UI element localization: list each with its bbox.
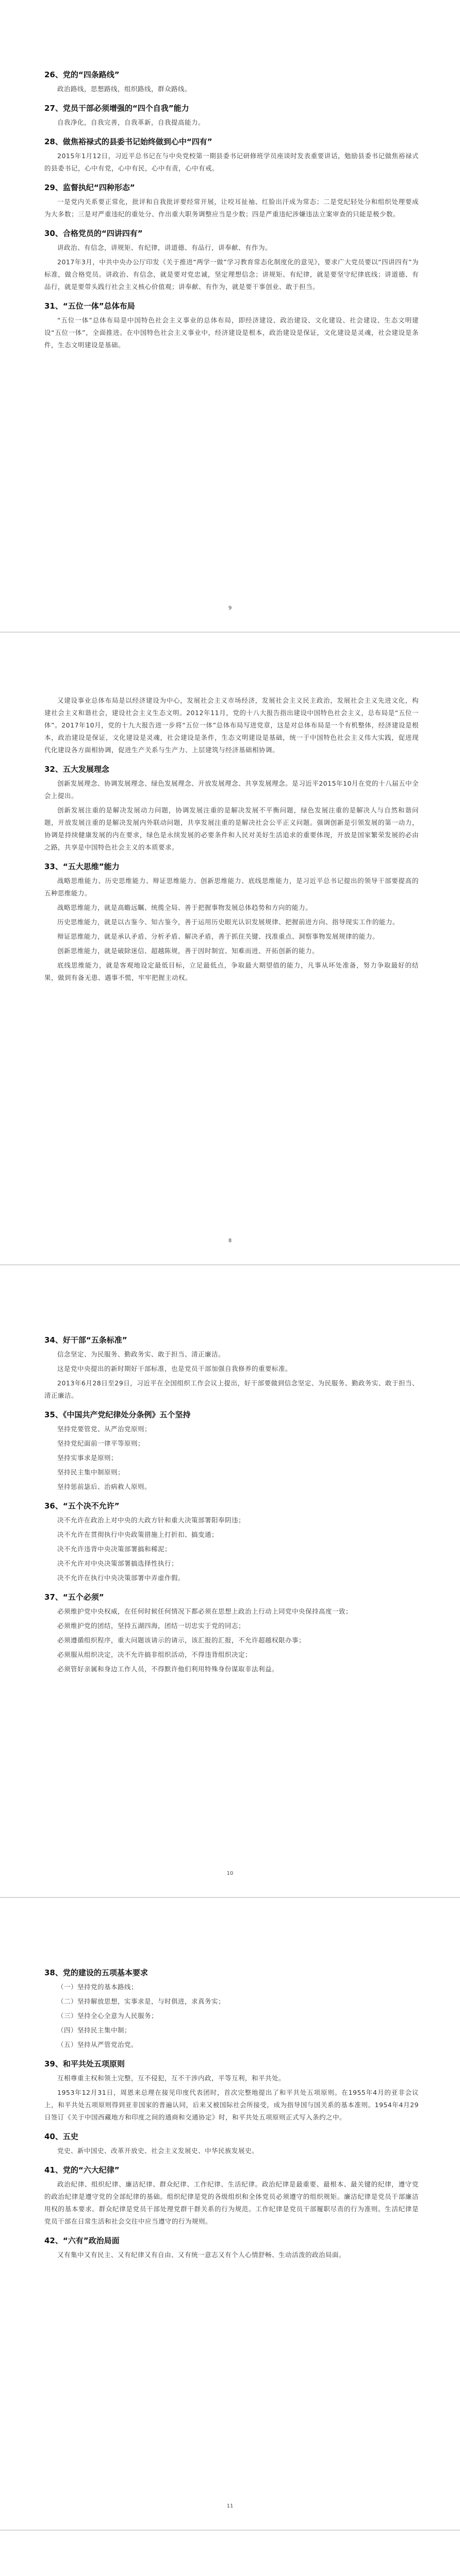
paragraph: 决不允许对中央决策部署搞选择性执行； — [57, 1560, 178, 1567]
document-page — [0, 1265, 460, 1898]
section-title: 27、党员干部必须增强的“四个自我”能力 — [44, 104, 189, 113]
section-title: 37、“五个必须” — [44, 1592, 104, 1602]
paragraph: 1953年12月31日，周恩来总理在接见印度代表团时，首次完整地提出了和平共处五项原则。在1955年4月的亚非会议上，和平共处五项原则得到亚非国家的普遍认同，后来又被国际社会所接受，成为指导国与国关系的基本准则。1954年4月29日签订《关于中国西藏地方和印度之间的通商和交通协定》时，和平共处五项原则正式写入条约之中。 — [44, 2089, 419, 2121]
section-title: 30、合格党员的“四讲四有” — [44, 229, 143, 238]
paragraph: 2013年6月28日至29日，习近平在全国组织工作会议上提出，好干部要做到信念坚定、为民服务、勤政务实、敢于担当、清正廉洁。 — [44, 1379, 419, 1399]
paragraph: 坚持党要管党、从严治党原则； — [57, 1425, 152, 1433]
document-page — [0, 2531, 460, 2576]
paragraph: 创新发展注重的是解决发展动力问题，协调发展注重的是解决发展不平衡问题，绿色发展注重的是解决人与自然和谐问题，开放发展注重的是解决发展内外联动问题，共享发展注重的是解决社会公平正义问题。强调创新是引领发展的第一动力，协调是持续健康发展的内在要求，绿色是永续发展的必要条件和人民对美好生活追求的重要体现，开放是国家繁荣发展的必由之路，共享是中国特色社会主义的本质要求。 — [44, 806, 419, 851]
section-title: 41、党的“六大纪律” — [44, 2165, 120, 2175]
section-title: 28、做焦裕禄式的县委书记始终做到心中“四有” — [44, 137, 212, 146]
paragraph: 坚持党纪面前一律平等原则； — [57, 1439, 145, 1447]
paragraph: 必须遵循组织程序，重大问题该请示的请示，该汇报的汇报，不允许超越权限办事； — [57, 1636, 306, 1644]
paragraph: 创新思维能力，就是破除迷信、超越陈规，善于因时制宜、知难而进、开拓创新的能力。 — [57, 947, 319, 955]
section-title: 40、五史 — [44, 2132, 78, 2141]
paragraph: 必须管好亲属和身边工作人员，不得默许他们利用特殊身份谋取非法利益。 — [57, 1665, 279, 1673]
paragraph: 战略思维能力、历史思维能力、辩证思维能力、创新思维能力、底线思维能力，是习近平总书记提出的领导干部要提高的五种思维能力。 — [44, 877, 419, 897]
paragraph: 党史、新中国史、改革开放史、社会主义发展史、中华民族发展史。 — [57, 2147, 259, 2155]
paragraph: 必须维护党的团结，坚持五湖四海，团结一切忠实于党的同志； — [57, 1622, 245, 1630]
paragraph: 坚持民主集中制原则； — [57, 1468, 125, 1476]
page-number: 10 — [226, 1871, 234, 1876]
paragraph: （四）坚持民主集中制； — [57, 2026, 132, 2034]
section-title: 38、党的建设的五项基本要求 — [44, 1968, 148, 1977]
paragraph: 决不允许在政治上对中央的大政方针和重大决策部署阳奉阴违； — [57, 1516, 245, 1524]
paragraph: 底线思维能力，就是客观地设定最低目标，立足最低点，争取最大期望值的能力，凡事从坏处准备，努力争取最好的结果，做到有备无患、遇事不慌，牢牢把握主动权。 — [44, 961, 419, 981]
document-page — [0, 1898, 460, 2531]
section-title: 33、“五大思维”能力 — [44, 862, 120, 871]
section-title: 29、监督执纪“四种形态” — [44, 183, 135, 192]
paragraph: 一是党内关系要正常化，批评和自我批评要经常开展，让咬耳扯袖、红脸出汗成为常态；二是党纪轻处分和组织处理要成为大多数；三是对严重违纪的重处分、作出重大职务调整应当是少数；四是严重违纪涉嫌违法立案审查的只能是极少数。 — [44, 198, 419, 218]
paragraph: 2015年1月12日，习近平总书记在与中央党校第一期县委书记研修班学员座谈时发表重要讲话，勉励县委书记做焦裕禄式的县委书记，心中有党，心中有民，心中有责，心中有戒。 — [44, 152, 419, 172]
paragraph: 自我净化，自我完善，自我革新，自我提高能力。 — [57, 118, 205, 126]
paragraph: 2017年3月，中共中央办公厅印发《关于推进“两学一做”学习教育常态化制度化的意见》，要求广大党员要以“四讲四有”为标准，做合格党员。讲政治、有信念，就是要对党忠诚，坚定理想信念；讲规矩、有纪律，就是要坚守纪律底线；讲道德、有品行，就是要带头践行社会主义核心价值观；讲奉献、有作为，就是要干事创业、敢于担当。 — [44, 258, 419, 291]
paragraph: 信念坚定、为民服务、勤政务实、敢于担当、清正廉洁。 — [57, 1350, 225, 1358]
paragraph: （三）坚持全心全意为人民服务； — [57, 2012, 158, 2020]
document-page — [0, 0, 460, 633]
paragraph: 历史思维能力，就是以古鉴今、知古鉴今，善于运用历史眼光认识发展规律、把握前进方向、指导现实工作的能力。 — [57, 918, 400, 926]
paragraph: 决不允许违背中央决策部署搞和稀泥； — [57, 1545, 172, 1553]
paragraph: 决不允许在贯彻执行中央政策措施上打折扣、搞变通； — [57, 1531, 219, 1538]
paragraph: （五）坚持从严管党治党。 — [57, 2041, 138, 2048]
document-page — [0, 633, 460, 1265]
paragraph: （二）坚持解放思想，实事求是，与时俱进，求真务实； — [57, 1997, 225, 2005]
section-title: 42、“六有”政治局面 — [44, 2236, 120, 2245]
paragraph: 又建设事业总体布局是以经济建设为中心，发展社会主义市场经济，发展社会主义民主政治，发展社会主义先进文化，构建社会主义和谐社会，建设社会主义生态文明。2012年11月，党的十八大报告指出建设中国特色社会主义，总布局是“五位一体”。2017年10月，党的十九大报告进一步将“五位一体”总体布局写进党章，这是对总体布局是一个有机整体，经济建设是根本，政治建设是保证，文化建设是灵魂，社会建设是条件，生态文明建设是基础，统一于中国特色社会主义伟大实践，促进现代化建设各方面相协调，促进生产关系与生产力、上层建筑与经济基础相协调。 — [44, 697, 419, 754]
section-title: 34、好干部“五条标准” — [44, 1335, 127, 1345]
section-title: 32、五大发展理念 — [44, 765, 109, 774]
paragraph: 战略思维能力，就是高瞻远瞩、统揽全局、善于把握事物发展总体趋势和方向的能力。 — [57, 904, 313, 911]
paragraph: 创新发展理念、协调发展理念、绿色发展理念、开放发展理念、共享发展理念。是习近平2015年10月在党的十八届五中全会上提出。 — [44, 779, 419, 800]
page-number: 9 — [228, 605, 232, 611]
section-title: 35、《中国共产党纪律处分条例》五个坚持 — [44, 1410, 191, 1419]
paragraph: 这是党中央提出的新时期好干部标准，也是党员干部加强自我修养的重要标准。 — [57, 1365, 292, 1372]
paragraph: 互相尊重主权和领土完整，互不侵犯，互不干涉内政，平等互利，和平共处。 — [57, 2074, 286, 2082]
paragraph: 讲政治、有信念，讲规矩、有纪律，讲道德、有品行，讲奉献、有作为。 — [57, 244, 272, 251]
paragraph: 坚持实事求是原则； — [57, 1454, 118, 1462]
section-title: 26、党的“四条路线” — [44, 70, 120, 79]
paragraph: “五位一体”总体布局是中国特色社会主义事业的总体布局，即经济建设、政治建设、文化建设、社会建设、生态文明建设“五位一体”，全面推进。在中国特色社会主义事业中，经济建设是根本，政治建设是保证，文化建设是灵魂，社会建设是条件，生态文明建设是基础。 — [44, 316, 419, 349]
page-number: 11 — [226, 2503, 234, 2509]
page-number: 8 — [228, 1238, 232, 1244]
paragraph: 决不允许在执行中央决策部署中弄虚作假。 — [57, 1574, 185, 1582]
paragraph: 辩证思维能力，就是承认矛盾、分析矛盾、解决矛盾，善于抓住关键、找准重点、洞察事物发展规律的能力。 — [57, 933, 380, 940]
paragraph: 政治纪律、组织纪律、廉洁纪律、群众纪律、工作纪律、生活纪律。政治纪律是最重要、最根本、最关键的纪律，遵守党的政治纪律是遵守党的全部纪律的基础。组织纪律是党的各级组织和全体党员必须遵守的组织规矩。廉洁纪律是党员干部廉洁用权的基本要求。群众纪律是党员干部处理党群干群关系的行为规范。工作纪律是党员干部履职尽责的行为准则。生活纪律是党员干部在日常生活和社会交往中应当遵守的行为规则。 — [44, 2180, 419, 2225]
section-title: 36、“五个决不允许” — [44, 1501, 120, 1511]
paragraph: 又有集中又有民主、又有纪律又有自由、又有统一意志又有个人心情舒畅、生动活泼的政治局面。 — [57, 2251, 346, 2259]
paragraph: 必须服从组织决定，决不允许搞非组织活动，不得违背组织决定； — [57, 1651, 252, 1658]
section-title: 31、“五位一体”总体布局 — [44, 301, 135, 311]
paragraph: 政治路线，思想路线，组织路线，群众路线。 — [57, 85, 192, 93]
paragraph: （一）坚持党的基本路线； — [57, 1983, 138, 1991]
paragraph: 坚持惩前毖后、治病救人原则。 — [57, 1483, 152, 1490]
paragraph: 必须维护党中央权威，在任何时候任何情况下都必须在思想上政治上行动上同党中央保持高度一致； — [57, 1607, 353, 1615]
section-title: 39、和平共处五项原则 — [44, 2059, 125, 2069]
